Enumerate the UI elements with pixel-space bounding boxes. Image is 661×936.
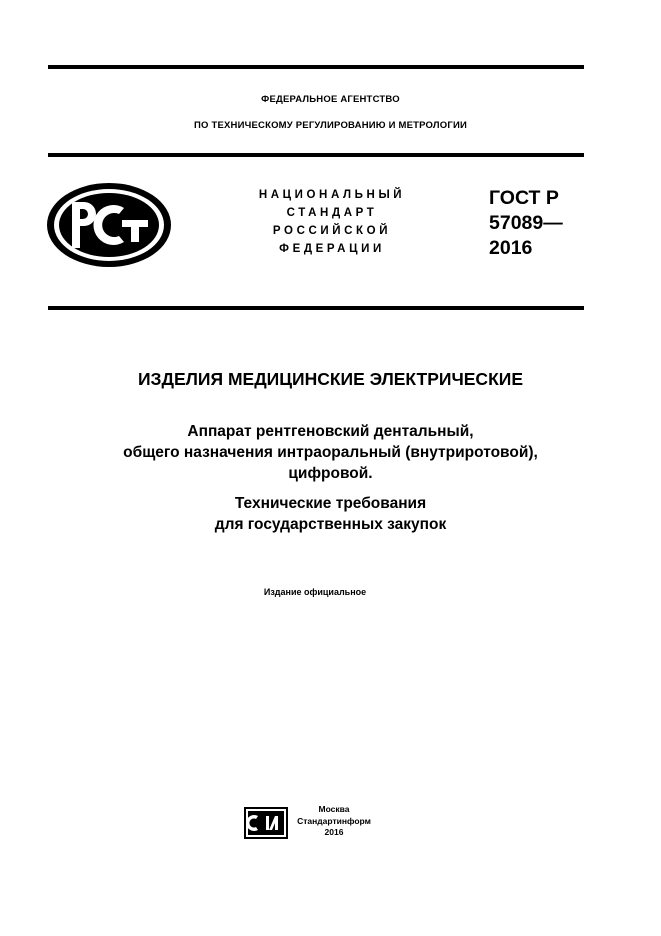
rst-conformity-emblem-icon xyxy=(44,180,174,270)
designation-line3: 2016 xyxy=(489,237,533,259)
subtitle-2-line1: Технические требования xyxy=(234,495,427,512)
national-standard-line4: ФЕДЕРАЦИИ xyxy=(279,243,385,255)
publisher-city: Москва xyxy=(318,804,350,814)
publisher-name: Стандартинформ xyxy=(297,815,371,826)
subtitle-1-line2: общего назначения интраоральный (внутриротовой), xyxy=(123,444,538,461)
agency-name-line1: ФЕДЕРАЛЬНОЕ АГЕНТСТВО xyxy=(261,94,400,105)
publisher-year: 2016 xyxy=(324,827,344,837)
subtitle-2-line2: для государственных закупок xyxy=(214,516,447,533)
national-standard-line1: НАЦИОНАЛЬНЫЙ xyxy=(258,189,406,201)
agency-name-line2: ПО ТЕХНИЧЕСКОМУ РЕГУЛИРОВАНИЮ И МЕТРОЛОГИИ xyxy=(194,120,467,131)
designation-line2: 57089— xyxy=(489,212,563,234)
national-standard-label xyxy=(232,186,432,258)
document-subtitle-1 xyxy=(0,421,661,484)
document-subtitle-2 xyxy=(0,493,661,535)
header-bottom-rule xyxy=(48,153,584,157)
subtitle-1-line3: цифровой. xyxy=(288,465,373,482)
edition-label: Издание официальное xyxy=(263,587,367,597)
designation-line1: ГОСТ Р xyxy=(489,187,559,209)
subtitle-1-line1: Аппарат рентгеновский дентальный, xyxy=(187,423,474,440)
standard-designation xyxy=(489,186,563,261)
top-rule xyxy=(48,65,584,69)
title-block-rule xyxy=(48,306,584,310)
national-standard-line3: РОССИЙСКОЙ xyxy=(272,225,392,237)
publisher-info xyxy=(292,804,376,839)
national-standard-line2: СТАНДАРТ xyxy=(286,207,378,219)
document-title: ИЗДЕЛИЯ МЕДИЦИНСКИЕ ЭЛЕКТРИЧЕСКИЕ xyxy=(137,369,524,389)
standartinform-logo-icon xyxy=(244,807,288,839)
